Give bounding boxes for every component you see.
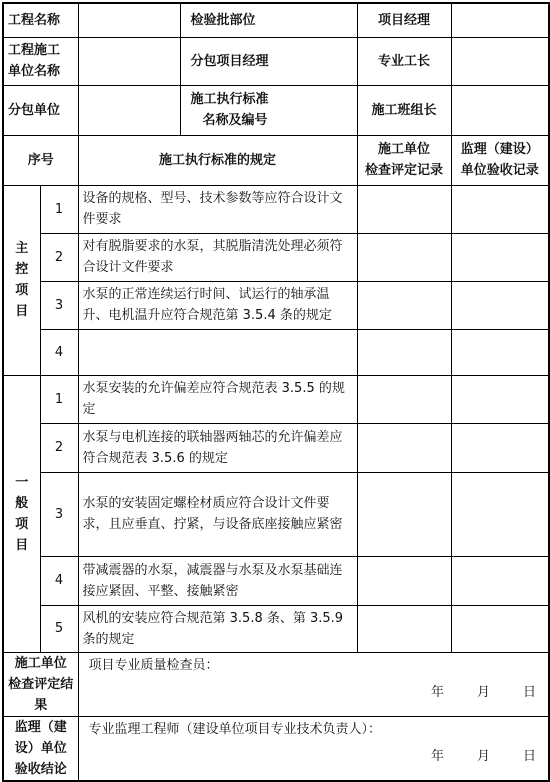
supervision-conclusion-label	[3, 716, 78, 781]
item-number: 3	[40, 472, 78, 556]
header-row-1	[3, 3, 549, 37]
project-name-label: 工程名称	[3, 3, 78, 37]
main-control-char-1: 主	[15, 241, 29, 256]
supervision-check-cell[interactable]	[451, 329, 549, 375]
table-row	[3, 233, 549, 281]
general-char-1: 一	[15, 474, 29, 490]
table-row	[3, 329, 549, 375]
item-number: 4	[40, 329, 78, 375]
item-number: 5	[40, 605, 78, 652]
construction-result-area[interactable]	[78, 652, 549, 716]
supervision-date-line	[83, 746, 545, 767]
supervision-check-cell[interactable]	[451, 472, 549, 556]
supervision-conclusion-area[interactable]	[78, 716, 549, 781]
subcontract-unit-value[interactable]	[78, 85, 180, 135]
item-provision: 风机的安装应符合规范第 3.5.8 条、第 3.5.9 条的规定	[78, 605, 357, 652]
construction-check-line-1: 施工单位	[378, 142, 431, 157]
item-number: 4	[40, 556, 78, 605]
supervision-date-year: 年	[431, 748, 445, 764]
subcontract-unit-label: 分包单位	[3, 85, 78, 135]
construction-unit-line-1: 工程施工	[8, 43, 61, 58]
supervision-check-cell[interactable]	[451, 281, 549, 329]
supervision-date-day: 日	[523, 748, 537, 764]
construction-check-cell[interactable]	[357, 605, 451, 652]
item-number: 1	[40, 185, 78, 233]
main-control-char-3: 项	[15, 283, 29, 298]
table-row	[3, 472, 549, 556]
supervision-check-cell[interactable]	[451, 556, 549, 605]
table-row	[3, 605, 549, 652]
item-number: 2	[40, 233, 78, 281]
foreman-value[interactable]	[451, 37, 549, 85]
construction-check-cell[interactable]	[357, 329, 451, 375]
supervision-check-line-2: 单位验收记录	[460, 163, 539, 178]
table-row	[3, 281, 549, 329]
construction-check-cell[interactable]	[357, 233, 451, 281]
construction-result-row	[3, 652, 549, 716]
construction-check-line-2: 检查评定记录	[365, 163, 444, 178]
project-name-value[interactable]	[78, 3, 180, 37]
construction-check-cell[interactable]	[357, 472, 451, 556]
standard-name-label	[180, 85, 357, 135]
construction-date-day: 日	[523, 684, 537, 700]
supervision-check-header	[451, 135, 549, 185]
quality-inspector-label: 项目专业质量检查员：	[88, 657, 219, 673]
header-row-2	[3, 37, 549, 85]
main-control-label	[3, 185, 40, 375]
main-control-char-4: 目	[15, 304, 29, 319]
item-number: 3	[40, 281, 78, 329]
table-row	[3, 185, 549, 233]
standard-name-line-2: 名称及编号	[202, 113, 268, 128]
item-provision: 设备的规格、型号、技术参数等应符合设计文件要求	[78, 185, 357, 233]
construction-result-line-2: 检查评定结果	[8, 676, 74, 713]
construction-unit-line-2: 单位名称	[8, 64, 61, 79]
standard-name-line-1: 施工执行标准	[190, 92, 269, 107]
table-row	[3, 375, 549, 423]
supervision-check-cell[interactable]	[451, 605, 549, 652]
item-provision: 水泵的安装固定螺栓材质应符合设计文件要求，且应垂直、拧紧，与设备底座接触应紧密	[78, 472, 357, 556]
construction-check-cell[interactable]	[357, 423, 451, 472]
main-control-char-2: 控	[15, 262, 29, 277]
column-header-row	[3, 135, 549, 185]
construction-check-header	[357, 135, 451, 185]
subcontract-manager-label: 分包项目经理	[180, 37, 357, 85]
item-provision	[78, 329, 357, 375]
item-provision: 带减震器的水泵，减震器与水泵及水泵基础连接应紧固、平整、接触紧密	[78, 556, 357, 605]
construction-unit-label	[3, 37, 78, 85]
supervision-conclusion-row	[3, 716, 549, 781]
header-row-3	[3, 85, 549, 135]
supervision-check-cell[interactable]	[451, 375, 549, 423]
construction-date-month: 月	[477, 684, 491, 700]
general-label	[3, 375, 40, 652]
item-provision: 水泵安装的允许偏差应符合规范表 3.5.5 的规定	[78, 375, 357, 423]
general-char-4: 目	[15, 537, 29, 553]
construction-result-line-1: 施工单位	[14, 655, 67, 671]
general-char-3: 项	[15, 516, 29, 532]
project-manager-cell	[451, 3, 549, 37]
construction-check-cell[interactable]	[357, 281, 451, 329]
table-row	[3, 423, 549, 472]
table-row	[3, 556, 549, 605]
supervision-check-line-1: 监理（建设）	[460, 142, 539, 157]
item-provision: 水泵的正常连续运行时间、试运行的轴承温升、电机温升应符合规范第 3.5.4 条的规定	[78, 281, 357, 329]
team-leader-label: 施工班组长	[357, 85, 451, 135]
construction-check-cell[interactable]	[357, 375, 451, 423]
supervision-check-cell[interactable]	[451, 185, 549, 233]
item-provision: 对有脱脂要求的水泵，其脱脂清洗处理必须符合设计文件要求	[78, 233, 357, 281]
construction-unit-value[interactable]	[78, 37, 180, 85]
inspection-table	[2, 2, 550, 782]
supervision-date-month: 月	[477, 748, 491, 764]
project-manager-label: 项目经理	[378, 12, 431, 28]
supervision-check-cell[interactable]	[451, 233, 549, 281]
construction-check-cell[interactable]	[357, 556, 451, 605]
construction-date-year: 年	[431, 684, 445, 700]
supervision-conclusion-line-2: 验收结论	[14, 761, 67, 777]
construction-check-cell[interactable]	[357, 185, 451, 233]
seq-header: 序号	[3, 135, 78, 185]
team-leader-value[interactable]	[451, 85, 549, 135]
item-number: 1	[40, 375, 78, 423]
inspection-part-label: 检验批部位	[180, 3, 357, 37]
supervising-engineer-label: 专业监理工程师（建设单位项目专业技术负责人）：	[88, 721, 382, 737]
item-number: 2	[40, 423, 78, 472]
item-provision: 水泵与电机连接的联轴器两轴芯的允许偏差应符合规范表 3.5.6 的规定	[78, 423, 357, 472]
foreman-label: 专业工长	[357, 37, 451, 85]
supervision-conclusion-line-1: 监理（建设）单位	[14, 719, 67, 756]
construction-result-label	[3, 652, 78, 716]
supervision-check-cell[interactable]	[451, 423, 549, 472]
construction-date-line	[83, 682, 545, 703]
general-char-2: 般	[15, 495, 29, 511]
inspection-part-value[interactable]	[357, 3, 451, 37]
provisions-header: 施工执行标准的规定	[78, 135, 357, 185]
